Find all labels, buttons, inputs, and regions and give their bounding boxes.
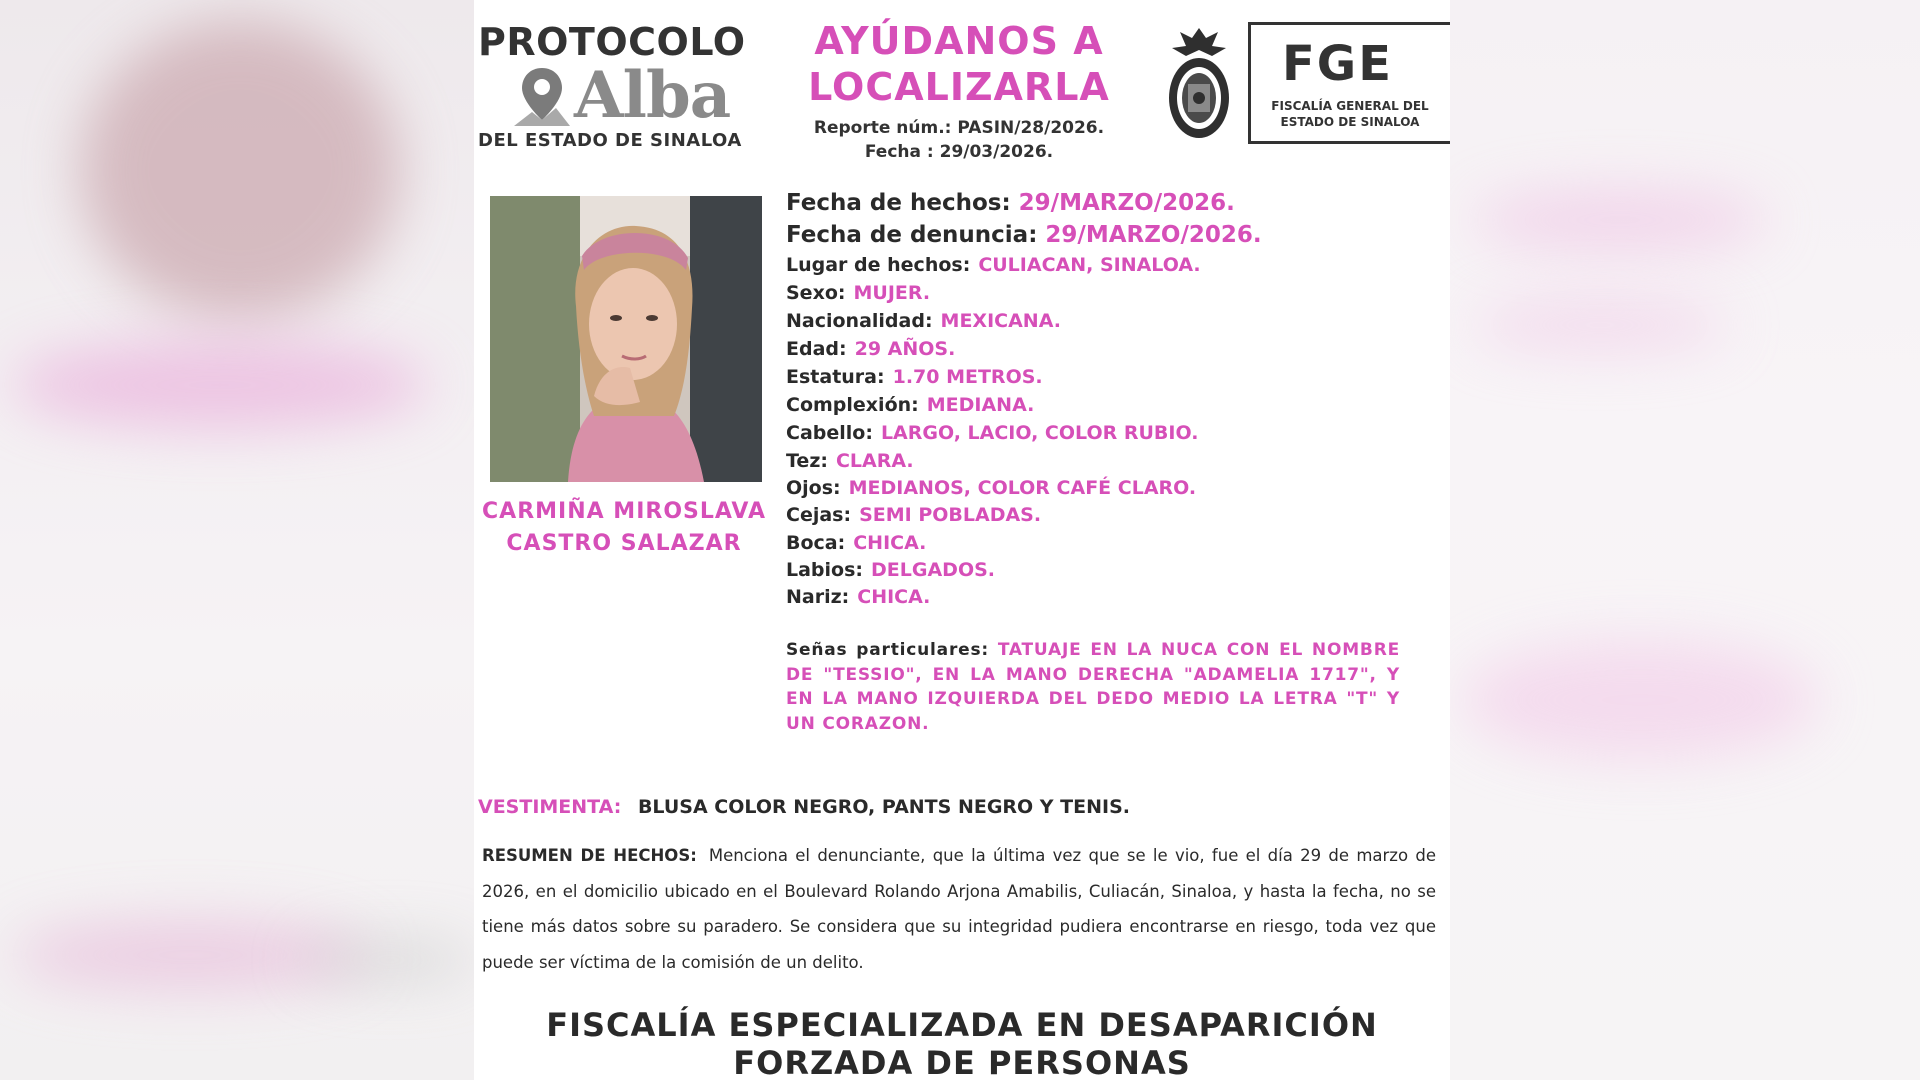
senas-value: TATUAJE EN LA NUCA CON EL NOMBRE DE "TESSIO", EN LA MANO DERECHA "ADAMELIA 1717", Y EN LA MANO IZQUIERDA DEL DEDO MEDIO LA LETRA "T" Y UN CORAZON.: [786, 640, 1400, 734]
field-value: 29/MARZO/2026.: [1045, 222, 1262, 248]
field-label: Ojos:: [786, 477, 841, 499]
field-fecha-denuncia: [786, 222, 1262, 248]
field-value: CULIACAN, SINALOA.: [978, 254, 1201, 276]
field-label: Cejas:: [786, 504, 852, 526]
field-label: Tez:: [786, 450, 828, 472]
field-label: Lugar de hechos:: [786, 254, 971, 276]
blurred-text-shape: [1470, 300, 1730, 350]
blurred-text-shape: [1470, 190, 1770, 250]
blurred-text-shape: [1460, 640, 1820, 760]
resumen-label: RESUMEN DE HECHOS:: [482, 846, 697, 865]
fge-logo-text: FGE: [1282, 36, 1393, 92]
missing-person-poster: [474, 0, 1450, 1080]
footer-title-line2: FORZADA DE PERSONAS: [733, 1044, 1191, 1080]
field-label: Complexión:: [786, 394, 919, 416]
alba-logo-text: Alba: [574, 58, 731, 133]
resumen-text: Menciona el denunciante, que la última vez que se le vio, fue el día 29 de marzo de 2026, en el domicilio ubicado en el Boulevard Rolando Arjona Amabilis, Culiacán, Sinaloa, y hasta la fecha, no se tiene más datos sobre su paradero. Se considera que su integridad pudiera encontrarse en riesgo, toda vez que puede ser víctima de la comisión de un delito.: [482, 846, 1436, 972]
report-info: [794, 116, 1124, 164]
blurred-photo-shape: [80, 20, 400, 320]
senas-label: Señas particulares:: [786, 640, 989, 660]
fge-subtitle-line2: ESTADO DE SINALOA: [1280, 115, 1420, 129]
vestimenta-value: BLUSA COLOR NEGRO, PANTS NEGRO Y TENIS.: [637, 796, 1130, 818]
blurred-background-right: [1450, 0, 1920, 1080]
field-value: MUJER.: [853, 282, 931, 304]
field-complexion: [786, 394, 1034, 416]
report-date: Fecha : 29/03/2026.: [864, 142, 1054, 162]
field-sexo: [786, 282, 930, 304]
field-value: 29 AÑOS.: [854, 338, 956, 360]
person-photo: [490, 196, 762, 482]
field-cabello: [786, 422, 1198, 444]
field-nariz: [786, 586, 930, 608]
field-label: Labios:: [786, 559, 864, 581]
fge-subtitle: [1250, 98, 1450, 130]
help-title-line2: LOCALIZARLA: [808, 65, 1110, 109]
field-value: MEDIANA.: [926, 394, 1035, 416]
field-tez: [786, 450, 914, 472]
help-title: [794, 18, 1124, 110]
field-value: DELGADOS.: [871, 559, 995, 581]
field-label: Estatura:: [786, 366, 885, 388]
field-value: CHICA.: [853, 532, 927, 554]
field-fecha-hechos: [786, 190, 1235, 216]
blurred-name-shape: [10, 340, 430, 430]
field-label: Edad:: [786, 338, 847, 360]
field-label: Boca:: [786, 532, 846, 554]
field-edad: [786, 338, 955, 360]
field-label: Fecha de denuncia:: [786, 222, 1038, 248]
resumen-de-hechos: [482, 838, 1436, 980]
field-label: Fecha de hechos:: [786, 190, 1011, 216]
field-labios: [786, 559, 995, 581]
field-value: CHICA.: [857, 586, 931, 608]
field-value: MEDIANOS, COLOR CAFÉ CLARO.: [848, 477, 1197, 499]
help-title-line1: AYÚDANOS A: [814, 19, 1104, 63]
field-boca: [786, 532, 926, 554]
field-cejas: [786, 504, 1041, 526]
protocolo-subtitle: DEL ESTADO DE SINALOA: [478, 130, 742, 151]
senas-particulares: [786, 638, 1400, 736]
person-name-line2: CASTRO SALAZAR: [506, 531, 742, 556]
footer-title: [474, 1006, 1450, 1080]
field-value: 29/MARZO/2026.: [1018, 190, 1235, 216]
footer-title-line1: FISCALÍA ESPECIALIZADA EN DESAPARICIÓN: [546, 1006, 1378, 1044]
field-label: Sexo:: [786, 282, 846, 304]
person-name-line1: CARMIÑA MIROSLAVA: [482, 499, 766, 524]
person-name: [474, 496, 774, 560]
vestimenta: [478, 796, 1130, 818]
field-value: SEMI POBLADAS.: [859, 504, 1042, 526]
field-value: 1.70 METROS.: [892, 366, 1043, 388]
fge-subtitle-line1: FISCALÍA GENERAL DEL: [1271, 99, 1429, 113]
blurred-text-shape: [300, 940, 474, 980]
vestimenta-label: VESTIMENTA:: [478, 796, 622, 818]
blurred-background-left: [0, 0, 474, 1080]
report-number: Reporte núm.: PASIN/28/2026.: [813, 118, 1105, 138]
field-ojos: [786, 477, 1196, 499]
field-label: Cabello:: [786, 422, 873, 444]
state-seal-icon: [1166, 24, 1232, 142]
field-value: LARGO, LACIO, COLOR RUBIO.: [880, 422, 1199, 444]
field-value: CLARA.: [835, 450, 914, 472]
field-label: Nariz:: [786, 586, 850, 608]
field-label: Nacionalidad:: [786, 310, 933, 332]
protocolo-title: PROTOCOLO: [478, 20, 746, 64]
field-nacionalidad: [786, 310, 1061, 332]
location-pin-icon: [512, 64, 572, 130]
field-lugar-hechos: [786, 254, 1201, 276]
field-estatura: [786, 366, 1043, 388]
field-value: MEXICANA.: [940, 310, 1061, 332]
